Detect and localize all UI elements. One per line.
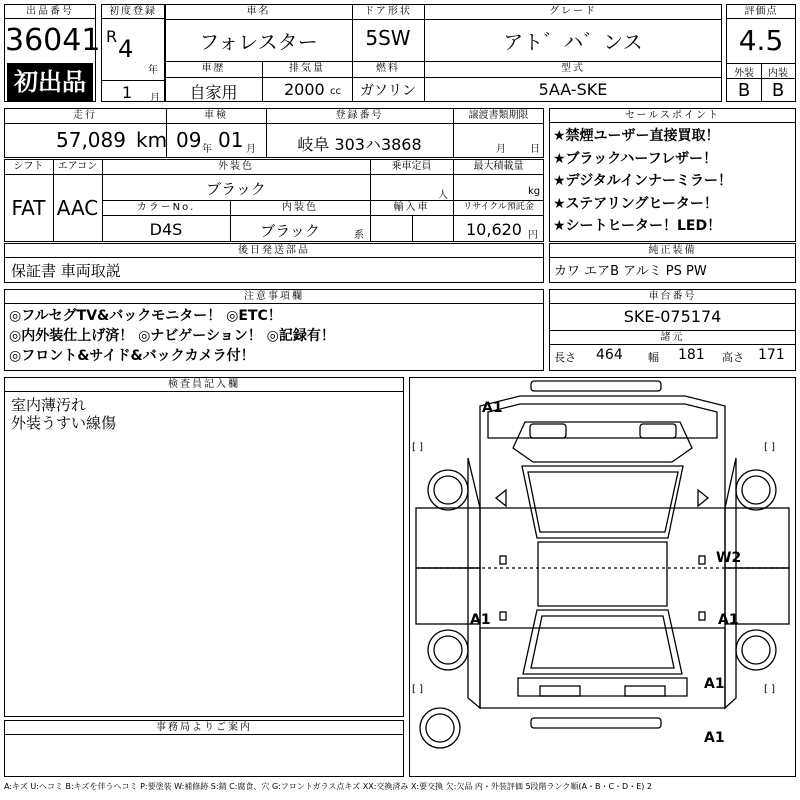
recycle-amount: 10,620 [466, 220, 522, 239]
sales-point-1: ★禁煙ユーザー直接買取！ [553, 128, 720, 144]
mileage: 57,089 [56, 128, 126, 152]
inspector-box [4, 377, 404, 717]
int-color: ブラック [260, 222, 320, 240]
registration-month: 1 [122, 83, 133, 102]
inspection-month-unit: 月 [246, 144, 256, 155]
rating-box [726, 4, 796, 102]
inspection-month: 01 [218, 128, 244, 152]
car-name-header: 車名 [246, 6, 271, 17]
color-no: D4S [149, 220, 183, 239]
length-value: 464 [596, 347, 623, 363]
fuel: ガソリン [360, 83, 416, 99]
registration-month-unit: 月 [150, 93, 160, 104]
inspector-header: 検査員記入欄 [5, 378, 403, 392]
first-registration-header: 初度登録 [102, 5, 164, 19]
note-line-1: ◎フルセグTV&バックモニター！ ◎ETC！ [9, 308, 282, 324]
shift: FAT [11, 196, 46, 220]
max-load-header: 最大積載量 [473, 161, 524, 172]
damage-mark-right-door: W2 [716, 550, 742, 566]
capacity-header: 乗車定員 [391, 161, 432, 172]
equipment-box [549, 243, 796, 283]
sales-points-header: セールスポイント [550, 109, 795, 123]
displacement-unit: cc [330, 86, 341, 97]
aircon: AAC [56, 196, 99, 220]
chassis-header: 車台番号 [550, 290, 795, 304]
later-parts-header: 後日発送部品 [5, 244, 543, 258]
int-color-suffix: 系 [354, 230, 364, 241]
capacity-unit: 人 [438, 190, 448, 201]
car-outline-diagram [410, 378, 795, 776]
transfer-month-unit: 月 [496, 144, 506, 155]
damage-mark-rear-quarter: A1 [704, 676, 725, 692]
door-type-header: ドア形状 [364, 6, 412, 17]
bracket-front-left: [ ] [412, 442, 423, 453]
height-value: 171 [758, 347, 785, 363]
inspection-year: 09 [176, 128, 202, 152]
sales-points-box [549, 108, 796, 242]
ext-color-header: 外装色 [218, 161, 254, 172]
office-box [4, 720, 404, 777]
mileage-header: 走行 [73, 110, 97, 121]
office-header: 事務局よりご案内 [5, 721, 403, 735]
damage-mark-left-rear: A1 [470, 612, 491, 628]
car-name: フォレスター [199, 30, 318, 54]
exterior-rating-header: 外装 [734, 68, 754, 79]
plate-number: 岐阜 303ハ3868 [297, 135, 422, 154]
interior-rating: B [771, 80, 785, 101]
bracket-front-right: [ ] [764, 442, 775, 453]
inspection-header: 車検 [204, 110, 228, 121]
fuel-header: 燃料 [376, 63, 400, 74]
registration-year-unit: 年 [148, 65, 158, 76]
sales-point-4: ★ステアリングヒーター！ [553, 195, 718, 212]
chassis-box [549, 289, 796, 371]
int-color-header: 内装色 [282, 202, 318, 213]
interior-rating-header: 内装 [768, 68, 788, 79]
displacement-header: 排気量 [289, 63, 325, 74]
aircon-header: エアコン [57, 161, 98, 172]
length-label: 長さ [554, 351, 576, 364]
inspection-year-unit: 年 [202, 144, 212, 155]
era-mark: R [106, 27, 118, 46]
note-line-2: ◎内外装仕上げ済！ ◎ナビゲーション！ ◎記録有！ [9, 328, 335, 344]
sales-point-2: ★ブラックハーフレザー！ [553, 150, 718, 167]
later-parts-box [4, 243, 544, 283]
sales-point-5: ★シートヒーター！LED！ [553, 218, 722, 234]
lot-number-header: 出品番号 [5, 5, 95, 19]
rating-header: 評価点 [727, 5, 795, 19]
lot-number: 36041 [5, 23, 101, 58]
model: 5AA-SKE [538, 80, 608, 99]
rating-score: 4.5 [738, 24, 784, 57]
max-load-unit: kg [528, 186, 541, 197]
sales-point-3: ★デジタルインナーミラー！ [553, 173, 733, 189]
damage-mark-rear-bumper: A1 [704, 730, 725, 746]
height-label: 高さ [722, 351, 744, 364]
lot-number-box [4, 4, 101, 102]
ext-color: ブラック [206, 180, 266, 198]
door-type: 5SW [365, 26, 411, 50]
model-header: 型式 [561, 63, 585, 74]
damage-mark-front: A1 [482, 400, 503, 416]
transfer-deadline-header: 譲渡書類期限 [468, 110, 529, 121]
recycle-unit: 円 [528, 230, 538, 241]
equipment-header: 純正装備 [550, 244, 795, 258]
notes-header: 注意事項欄 [5, 290, 543, 304]
chassis-number: SKE-075174 [550, 304, 795, 331]
later-parts-value: 保証書 車両取説 [11, 262, 121, 280]
width-value: 181 [678, 347, 705, 363]
bracket-rear-right: [ ] [764, 684, 775, 695]
bracket-rear-left: [ ] [412, 684, 423, 695]
import-header: 輸入車 [393, 202, 430, 213]
displacement: 2000 [284, 80, 325, 99]
note-line-3: ◎フロント&サイド&バックカメラ付！ [9, 348, 255, 364]
recycle-header: リサイクル預託金 [463, 202, 534, 212]
notes-box [4, 289, 544, 371]
first-listing-badge: 初出品 [7, 63, 93, 101]
exterior-rating: B [737, 80, 751, 101]
damage-mark-right-rear: A1 [718, 612, 739, 628]
history: 自家用 [189, 83, 238, 102]
plate-header: 登録番号 [335, 110, 384, 121]
equipment-value: カワ エアB アルミ PS PW [554, 264, 707, 279]
transfer-day-unit: 日 [530, 144, 540, 155]
inspector-line-2: 外装うすい線傷 [11, 414, 117, 432]
color-no-header: カラーNo. [136, 202, 196, 213]
damage-legend: A:キズ U:ヘコミ B:キズを伴うヘコミ P:要塗装 W:補修跡 S:錆 C:腐食、穴 G:フロントガラス点キズ XX:交換済み X:要交換 欠:欠品 内・外装評価 5段階ランク順(A・B・C・D・E) 2 [4, 782, 653, 791]
history-header: 車歴 [201, 63, 226, 74]
width-label: 幅 [648, 351, 659, 364]
damage-diagram [409, 377, 796, 777]
mileage-unit: km [136, 128, 168, 152]
grade-header: グレード [549, 6, 597, 17]
registration-year: 4 [118, 35, 134, 63]
grade: アト゛ハ゛ンス [503, 30, 643, 54]
first-registration-box [101, 4, 165, 102]
inspector-line-1: 室内薄汚れ [11, 396, 87, 414]
shift-header: シフト [13, 161, 44, 172]
dimensions-header: 諸元 [550, 331, 795, 345]
